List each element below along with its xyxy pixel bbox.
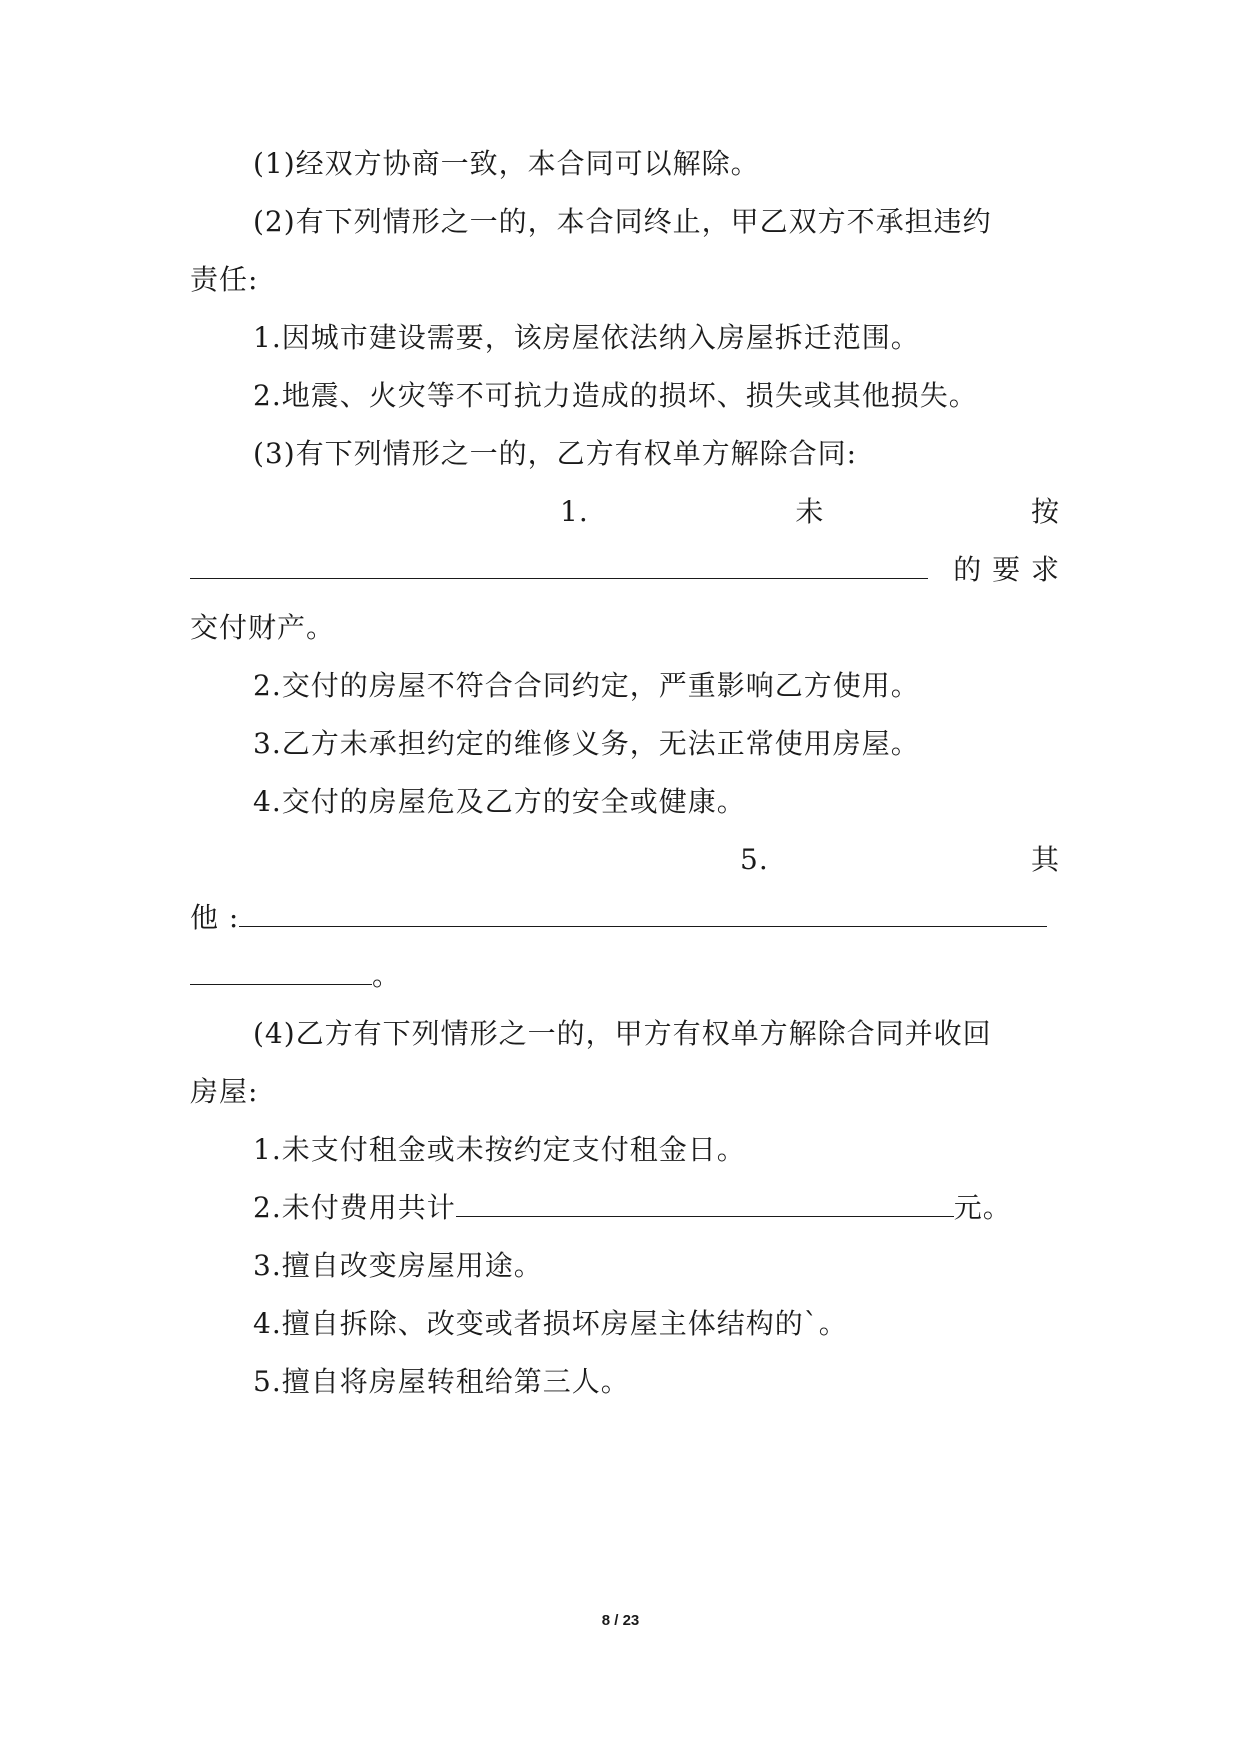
item-3-5-char: 其 [1030,843,1060,876]
item-3-1-end: 交付财产。 [190,611,336,644]
item-3-5-spread [740,840,1060,880]
item-3-4: 4.交付的房屋危及乙方的安全或健康。 [253,785,746,818]
item-4-1: 1.未支付租金或未按约定支付租金日。 [253,1133,746,1166]
item-4-4: 4.擅自拆除、改变或者损坏房屋主体结构的`。 [253,1307,848,1340]
fill-blank [239,900,1047,927]
item-3-5-label: 他 : [190,901,240,934]
item-3-5-cont [190,956,1060,996]
item-3-2: 2.交付的房屋不符合合同约定，严重影响乙方使用。 [253,669,920,702]
fill-blank [190,958,372,985]
item-3-1-line [190,550,1060,590]
item-4-5: 5.擅自将房屋转租给第三人。 [253,1365,630,1398]
item-3-1-text: 的 要 求 [953,553,1060,586]
clause-3: (3)有下列情形之一的，乙方有权单方解除合同: [253,437,858,470]
item-2-2: 2.地震、火灾等不可抗力造成的损坏、损失或其他损失。 [253,379,978,412]
item-3-5-end: 。 [372,959,402,992]
item-3-1-char-a: 未 [795,495,825,528]
clause-1: (1)经双方协商一致，本合同可以解除。 [253,147,760,180]
item-4-2 [190,1188,1123,1228]
clause-4-cont: 房屋: [190,1075,259,1108]
item-3-3: 3.乙方未承担约定的维修义务，无法正常使用房屋。 [253,727,920,760]
fill-blank [190,552,928,579]
fill-blank [456,1190,954,1217]
item-4-2-unit: 元。 [953,1191,1012,1224]
item-3-5-line [190,898,1060,938]
clause-4: (4)乙方有下列情形之一的，甲方有权单方解除合同并收回 [253,1017,992,1050]
item-4-3: 3.擅自改变房屋用途。 [253,1249,543,1282]
clause-2-cont: 责任: [190,263,259,296]
item-3-1-char-b: 按 [1030,495,1060,528]
item-2-1: 1.因城市建设需要，该房屋依法纳入房屋拆迁范围。 [253,321,920,354]
item-4-2-label: 2.未付费用共计 [253,1191,456,1224]
page-number: 8 / 23 [601,1612,640,1629]
item-3-5-number: 5. [740,843,769,876]
item-3-1-spread [560,492,1060,532]
clause-2: (2)有下列情形之一的，本合同终止，甲乙双方不承担违约 [253,205,992,238]
item-3-1-number: 1. [560,495,589,528]
